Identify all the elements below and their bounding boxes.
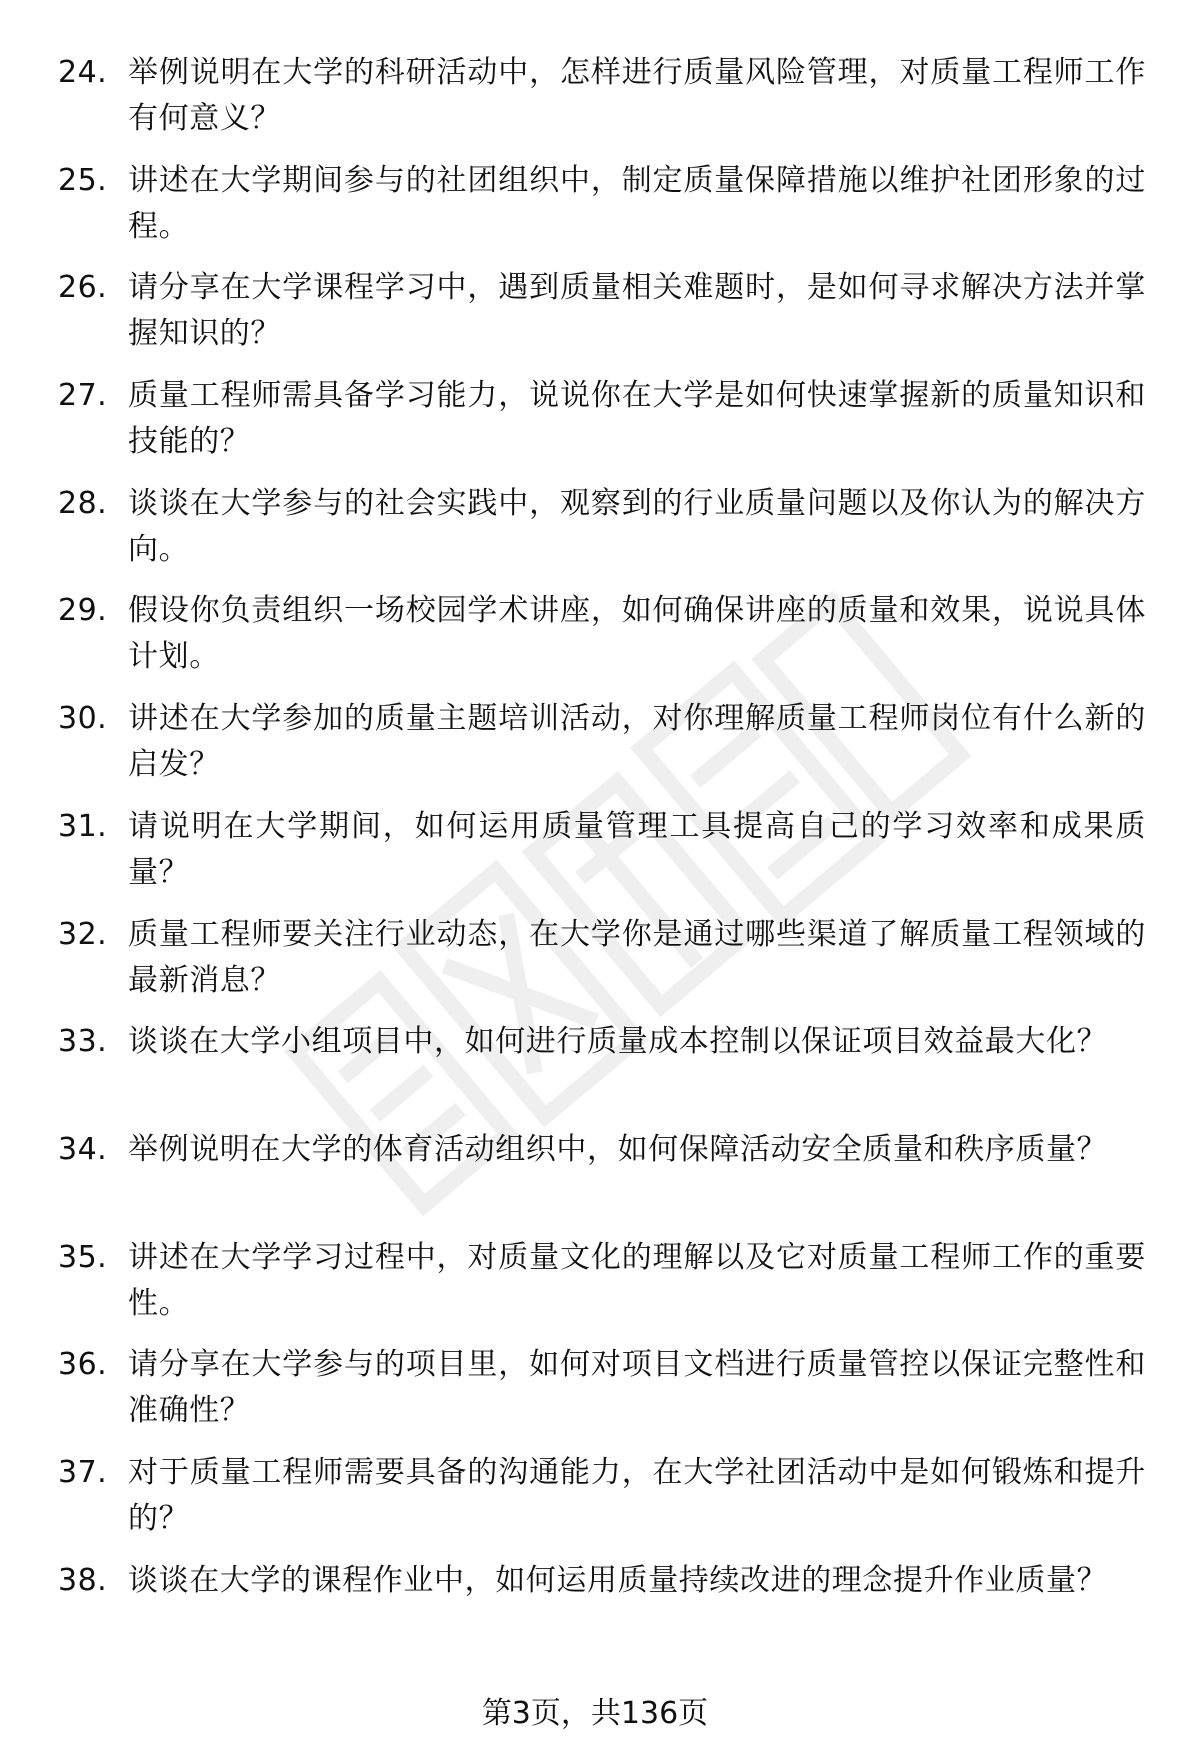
question-list — [58, 50, 1148, 1665]
question-number: 29. — [58, 593, 108, 629]
question-text: 讲述在大学学习过程中，对质量文化的理解以及它对质量工程师工作的重要性。 — [128, 1239, 1146, 1321]
question-number: 38. — [58, 1562, 108, 1598]
question-item — [58, 265, 1148, 373]
question-number: 26. — [58, 270, 108, 306]
question-item — [58, 1342, 1148, 1450]
question-item — [58, 1558, 1148, 1666]
question-text: 假设你负责组织一场校园学术讲座，如何确保讲座的质量和效果，说说具体计划。 — [128, 593, 1146, 675]
question-number: 28. — [58, 485, 108, 521]
question-item — [58, 50, 1148, 158]
question-item — [58, 158, 1148, 266]
question-text: 请分享在大学课程学习中，遇到质量相关难题时，是如何寻求解决方法并掌握知识的？ — [128, 270, 1146, 352]
question-item — [58, 1235, 1148, 1343]
question-item — [58, 1450, 1148, 1558]
question-text: 质量工程师要关注行业动态，在大学你是通过哪些渠道了解质量工程领域的最新消息？ — [128, 916, 1146, 998]
question-text: 讲述在大学参加的质量主题培训活动，对你理解质量工程师岗位有什么新的启发？ — [128, 701, 1146, 783]
question-text: 讲述在大学期间参与的社团组织中，制定质量保障措施以维护社团形象的过程。 — [128, 162, 1146, 244]
page-number-footer: 第3页，共136页 — [481, 1696, 709, 1731]
question-number: 36. — [58, 1347, 108, 1383]
question-item — [58, 1127, 1148, 1235]
question-number: 33. — [58, 1024, 108, 1060]
question-item — [58, 696, 1148, 804]
question-item — [58, 373, 1148, 481]
question-item — [58, 804, 1148, 912]
question-item — [58, 481, 1148, 589]
question-number: 27. — [58, 378, 108, 414]
question-text: 谈谈在大学小组项目中，如何进行质量成本控制以保证项目效益最大化？ — [128, 1024, 1108, 1060]
question-number: 37. — [58, 1454, 108, 1490]
question-text: 请说明在大学期间，如何运用质量管理工具提高自己的学习效率和成果质量？ — [128, 808, 1146, 890]
question-number: 34. — [58, 1131, 108, 1167]
question-text: 谈谈在大学参与的社会实践中，观察到的行业质量问题以及你认为的解决方向。 — [128, 485, 1146, 567]
question-number: 35. — [58, 1239, 108, 1275]
question-item — [58, 1019, 1148, 1127]
question-text: 对于质量工程师需要具备的沟通能力，在大学社团活动中是如何锻炼和提升的？ — [128, 1454, 1146, 1536]
question-number: 30. — [58, 701, 108, 737]
question-text: 举例说明在大学的科研活动中，怎样进行质量风险管理，对质量工程师工作有何意义？ — [128, 55, 1146, 136]
question-number: 24. — [58, 55, 108, 90]
question-item — [58, 912, 1148, 1020]
question-item — [58, 588, 1148, 696]
question-text: 谈谈在大学的课程作业中，如何运用质量持续改进的理念提升作业质量？ — [128, 1562, 1108, 1598]
question-text: 举例说明在大学的体育活动组织中，如何保障活动安全质量和秩序质量？ — [128, 1131, 1108, 1167]
question-number: 32. — [58, 916, 108, 952]
question-number: 25. — [58, 162, 108, 198]
question-text: 质量工程师需具备学习能力，说说你在大学是如何快速掌握新的质量知识和技能的？ — [128, 378, 1146, 460]
question-number: 31. — [58, 808, 108, 844]
question-text: 请分享在大学参与的项目里，如何对项目文档进行质量管控以保证完整性和准确性？ — [128, 1347, 1146, 1429]
